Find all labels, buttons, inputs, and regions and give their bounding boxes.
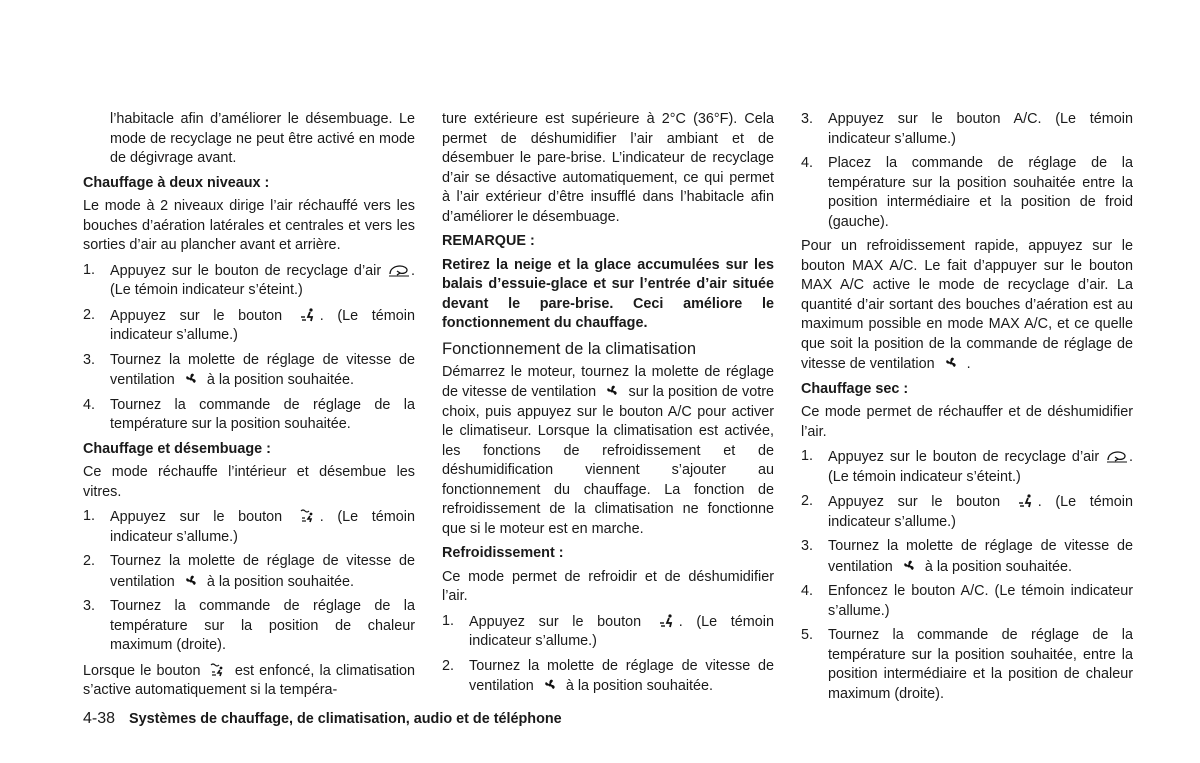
list-number: 3. — [801, 538, 814, 554]
list-text: à la position souhaitée. — [206, 573, 355, 590]
list-item — [801, 582, 1133, 621]
paragraph-text: . — [966, 356, 971, 372]
intro-text: l’habitacle afin d’améliorer le désembuage. Le mode de recyclage ne peut être activé en mode de dégivrage avant. — [110, 111, 415, 166]
list-item — [83, 597, 415, 656]
list-number: 4. — [801, 583, 814, 599]
list-text: Tournez la commande de réglage de la température sur la position souhaitée. — [110, 396, 415, 432]
list-item — [801, 110, 1133, 149]
list-number: 3. — [83, 598, 96, 614]
list-text: à la position souhaitée. — [565, 678, 714, 694]
fan-icon — [179, 370, 203, 390]
list-number: 2. — [83, 553, 96, 569]
list-text: . (Le témoin indicateur s’allume.) — [828, 494, 1133, 530]
list-text: Tournez la molette de réglage de vitesse de ventilation — [469, 657, 774, 694]
list-text: à la position souhaitée. — [924, 558, 1073, 575]
floor-vent-icon — [655, 612, 679, 632]
paragraph — [83, 661, 415, 701]
list-text: Appuyez sur le bouton — [110, 509, 283, 525]
list-text: Tournez la molette de réglage de vitesse de ventilation — [110, 553, 415, 590]
list-text: Appuyez sur le bouton de recyclage d’air — [828, 449, 1100, 465]
floor-vent-icon — [296, 306, 320, 326]
defrost-floor-icon — [206, 661, 230, 681]
list-text: Placez la commande de réglage de la température sur la position souhaitée entre la position intermédiaire et la position de froid (gauche). — [828, 155, 1133, 230]
fan-icon — [897, 557, 921, 577]
list-text: Appuyez sur le bouton de recyclage d’air — [110, 262, 382, 279]
heading-dry-heating: Chauffage sec : — [801, 380, 909, 397]
paragraph-text: sur la position de votre choix, puis appuyez sur le bouton A/C pour activer le climatiseur. Lorsque la climatisation est activée, les fonctions de refroidissement et de déshumidification viennent s’ajouter au fonctionnement du chauffage. La fonction de refroidissement de la climatisation ne fonctionne que si le moteur est en marche. — [442, 384, 775, 537]
list-number: 2. — [442, 657, 455, 674]
list-text: Appuyez sur le bouton A/C. (Le témoin indicateur s’allume.) — [828, 111, 1133, 147]
list-item — [801, 537, 1133, 577]
list-number: 4. — [801, 155, 814, 171]
paragraph-text: Démarrez le moteur, tournez la molette de réglage de vitesse de ventilation — [442, 363, 774, 400]
chapter-title: Systèmes de chauffage, de climatisation, audio et de téléphone — [129, 711, 562, 727]
list-text: . (Le témoin indicateur s’allume.) — [110, 307, 415, 343]
heading-two-level-heating: Chauffage à deux niveaux : — [83, 174, 270, 191]
list-item — [83, 552, 415, 592]
column-2 — [442, 110, 774, 702]
fan-icon — [600, 382, 624, 402]
list-item — [801, 626, 1133, 704]
paragraph-text: Pour un refroidissement rapide, appuyez sur le bouton MAX A/C. Le fait d’appuyer sur le bouton MAX A/C active le mode de recyclage d’air. La quantité d’air sortant des bouches d’aération est au maximum possible en mode MAX A/C, et ce quelle que soit la position de la commande de réglage de vitesse de ventilation — [801, 238, 1133, 372]
fan-icon — [538, 676, 562, 696]
heading-cooling: Refroidissement : — [442, 545, 564, 561]
list-text: Appuyez sur le bouton — [469, 613, 642, 630]
list-number: 1. — [83, 508, 96, 524]
list-number: 2. — [83, 306, 96, 323]
list-item — [83, 261, 415, 301]
heading-heating-defogging: Chauffage et désembuage : — [83, 440, 271, 457]
paragraph-text: est enfoncé, la climatisation s’active automatiquement si la tempéra- — [83, 662, 416, 698]
list-number: 3. — [83, 351, 96, 368]
list-text: Tournez la molette de réglage de vitesse de ventilation — [828, 538, 1133, 575]
list-number: 1. — [442, 612, 455, 629]
list-number: 1. — [801, 448, 814, 464]
list-number: 3. — [801, 111, 814, 127]
list-item — [442, 657, 774, 697]
list-number: 2. — [801, 493, 814, 509]
paragraph: Ce mode permet de réchauffer et de déshumidifier l’air. — [801, 404, 1133, 440]
list-text: . (Le témoin indicateur s’éteint.) — [828, 449, 1133, 485]
list-text: Tournez la commande de réglage de la température sur la position de chaleur maximum (droite). — [110, 598, 415, 653]
list-number: 4. — [83, 396, 96, 413]
list-item — [83, 396, 415, 435]
section-title: Fonctionnement de la climatisation — [442, 339, 697, 358]
column-3 — [801, 110, 1133, 709]
page-footer — [83, 709, 983, 729]
list-item — [801, 154, 1133, 232]
column-1 — [83, 110, 415, 701]
list-text: Enfoncez le bouton A/C. (Le témoin indicateur s’allume.) — [828, 583, 1133, 619]
paragraph — [442, 363, 774, 540]
list-text: Appuyez sur le bouton — [110, 307, 283, 324]
list-text: à la position souhaitée. — [206, 372, 355, 388]
paragraph: Le mode à 2 niveaux dirige l’air réchauffé vers les bouches d’aération latérales et centrales et vers les sorties d’air au plancher avant et arrière. — [83, 198, 415, 253]
list-number: 5. — [801, 627, 814, 643]
list-text: . (Le témoin indicateur s’allume.) — [110, 509, 415, 545]
list-number: 1. — [83, 261, 96, 278]
defrost-floor-icon — [296, 507, 320, 527]
list-text: Tournez la commande de réglage de la température sur la position souhaitée, entre la position intermédiaire et la position de chaleur maximum (droite). — [828, 627, 1133, 702]
list-item — [801, 447, 1133, 487]
fan-icon — [939, 354, 963, 374]
paragraph: ture extérieure est supérieure à 2°C (36°F). Cela permet de déshumidifier l’air ambiant et de désembuer le pare-brise. L’indicateur de recyclage d’air se désactive automatiquement, ce qui permet à l’air extérieur d’être insufflé dans l’habitacle afin d’améliorer le désembuage. — [442, 111, 774, 225]
fan-icon — [179, 572, 203, 592]
recirculation-icon — [1105, 447, 1129, 467]
paragraph — [801, 237, 1133, 375]
list-item — [83, 507, 415, 547]
page-number: 4-38 — [83, 710, 116, 727]
list-text: . (Le témoin indicateur s’éteint.) — [110, 262, 415, 298]
list-item — [442, 612, 774, 652]
paragraph: Ce mode réchauffe l’intérieur et désembue les vitres. — [83, 464, 415, 500]
list-item — [801, 492, 1133, 532]
list-text: Tournez la molette de réglage de vitesse de ventilation — [110, 351, 415, 388]
paragraph-text: Lorsque le bouton — [83, 662, 201, 679]
list-text: . (Le témoin indicateur s’allume.) — [469, 613, 774, 649]
recirculation-icon — [387, 261, 411, 281]
remark-heading: REMARQUE : — [442, 233, 535, 249]
list-item — [83, 351, 415, 391]
remark-text: Retirez la neige et la glace accumulées sur les balais d’essuie-glace et sur l’entrée d’air située devant le pare-brise. Ceci améliore le fonctionnement du chauffage. — [442, 256, 774, 331]
paragraph: Ce mode permet de refroidir et de déshumidifier l’air. — [442, 568, 774, 604]
floor-vent-icon — [1014, 492, 1038, 512]
list-text: Appuyez sur le bouton — [828, 494, 1001, 510]
list-item — [83, 306, 415, 346]
